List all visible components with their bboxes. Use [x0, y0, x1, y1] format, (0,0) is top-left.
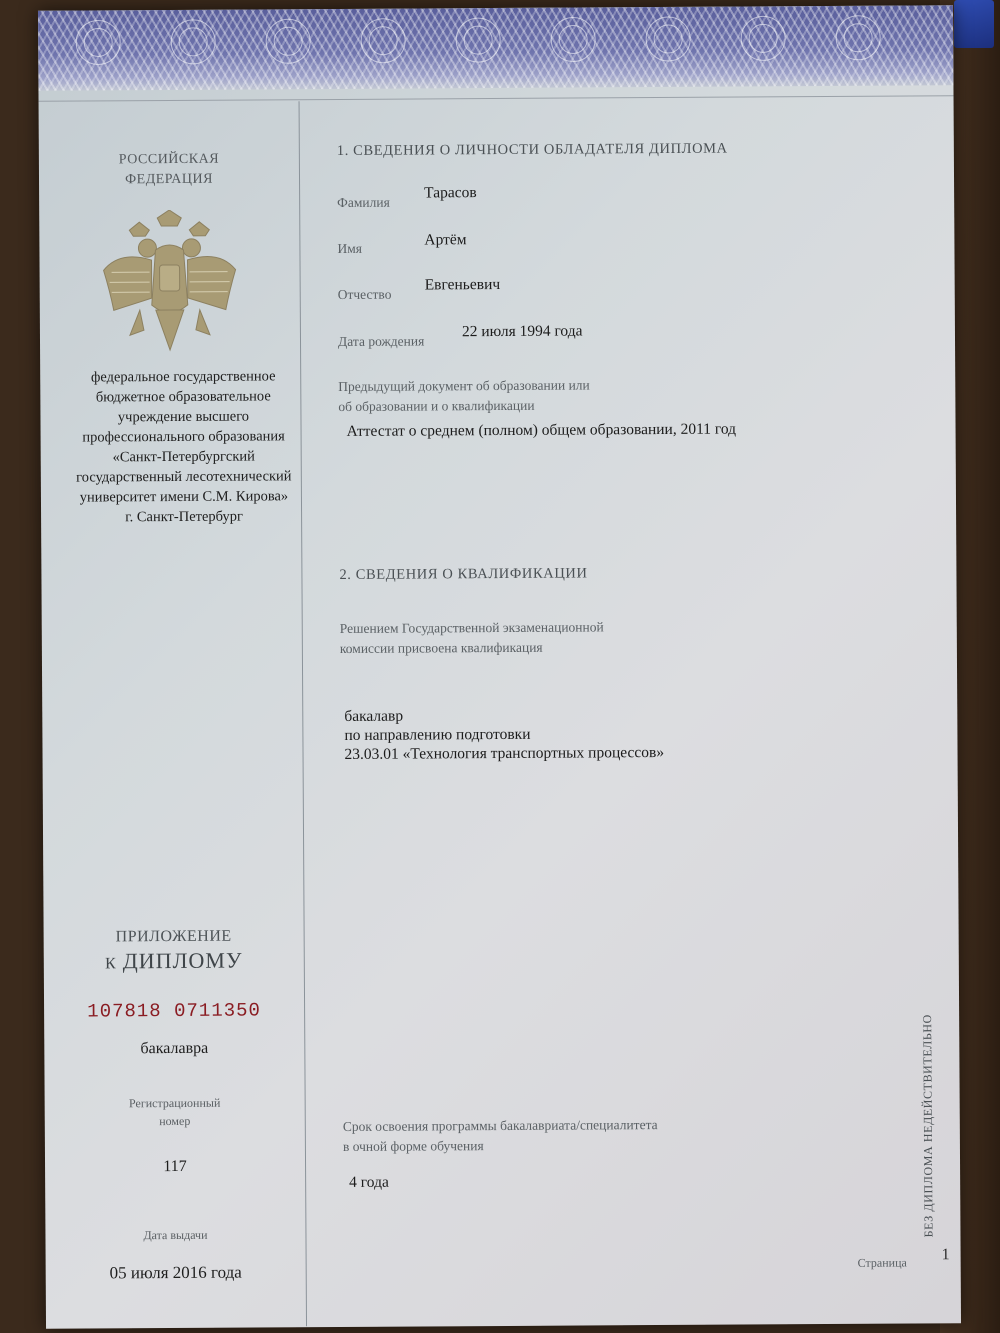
- section1-title: 1. СВЕДЕНИЯ О ЛИЧНОСТИ ОБЛАДАТЕЛЯ ДИПЛОМА: [336, 140, 728, 159]
- decision-line: комиссии присвоена квалификация: [339, 639, 543, 656]
- annex-title: ПРИЛОЖЕНИЕ: [115, 927, 232, 946]
- institution-line: г. Санкт-Петербург: [125, 508, 243, 526]
- institution-line: «Санкт-Петербургский: [112, 448, 255, 466]
- name-label: Имя: [337, 240, 363, 256]
- country-line: РОССИЙСКАЯ: [118, 151, 220, 168]
- decision-text: [340, 617, 604, 659]
- qualification-block: [344, 705, 664, 764]
- registration-label: [45, 1093, 305, 1131]
- surname-value: Тарасов: [424, 184, 477, 202]
- issue-date-label: Дата выдачи: [143, 1227, 208, 1243]
- annex-subtitle: [44, 947, 304, 975]
- institution-line: федеральное государственное: [90, 368, 276, 386]
- page-number: 1: [941, 1246, 950, 1264]
- institution-line: профессионального образования: [82, 428, 285, 446]
- country-line: ФЕДЕРАЦИЯ: [125, 171, 213, 188]
- institution-line: государственный лесотехнический: [76, 468, 292, 486]
- name-value: Артём: [424, 231, 467, 249]
- decision-line: Решением Государственной экзаменационной: [339, 619, 604, 636]
- degree-level: бакалавра: [140, 1039, 209, 1058]
- left-column: [38, 9, 306, 1329]
- institution-line: учреждение высшего: [117, 408, 250, 426]
- registration-number: 117: [163, 1157, 187, 1176]
- duration-label: [343, 1115, 658, 1157]
- prev-doc-label: [338, 375, 590, 417]
- right-column: [298, 5, 961, 1327]
- coat-of-arms-icon: [99, 210, 240, 356]
- institution-name: [58, 366, 309, 528]
- background-object: [954, 0, 994, 48]
- surname-label: Фамилия: [337, 194, 390, 210]
- registration-label-line: Регистрационный: [128, 1095, 221, 1111]
- diploma-supplement-page: [38, 5, 961, 1329]
- annex-word: ДИПЛОМУ: [122, 947, 243, 974]
- serial-number: 107818 0711350: [87, 999, 261, 1023]
- direction-label: по направлению подготовки: [344, 725, 531, 744]
- annex-prefix: К: [105, 955, 117, 973]
- duration-label-line: в очной форме обучения: [342, 1138, 484, 1154]
- country-name: [39, 149, 299, 191]
- section2-title: 2. СВЕДЕНИЯ О КВАЛИФИКАЦИИ: [339, 565, 588, 583]
- page-label: Страница: [857, 1255, 907, 1270]
- issue-date: 05 июля 2016 года: [109, 1262, 242, 1283]
- institution-line: бюджетное образовательное: [95, 388, 271, 406]
- institution-line: университет имени С.М. Кирова»: [79, 488, 289, 506]
- prev-doc-label-line: Предыдущий документ об образовании или: [338, 377, 590, 394]
- birth-date-value: 22 июля 1994 года: [461, 322, 583, 341]
- patronymic-value: Евгеньевич: [424, 275, 501, 294]
- duration-value: 4 года: [349, 1173, 389, 1191]
- prev-doc-value: Аттестат о среднем (полном) общем образовании, 2011 год: [346, 420, 737, 440]
- duration-label-line: Срок освоения программы бакалавриата/специалитета: [342, 1117, 658, 1134]
- patronymic-label: Отчество: [337, 286, 392, 302]
- prev-doc-label-line: об образовании и о квалификации: [338, 397, 535, 414]
- registration-label-line: номер: [159, 1113, 191, 1129]
- qualification-value: бакалавр: [344, 707, 404, 725]
- birth-date-label: Дата рождения: [337, 333, 425, 349]
- direction-value: 23.03.01 «Технология транспортных процессов»: [344, 743, 665, 763]
- invalid-without-diploma-note: БЕЗ ДИПЛОМА НЕДЕЙСТВИТЕЛЬНО: [920, 1014, 936, 1238]
